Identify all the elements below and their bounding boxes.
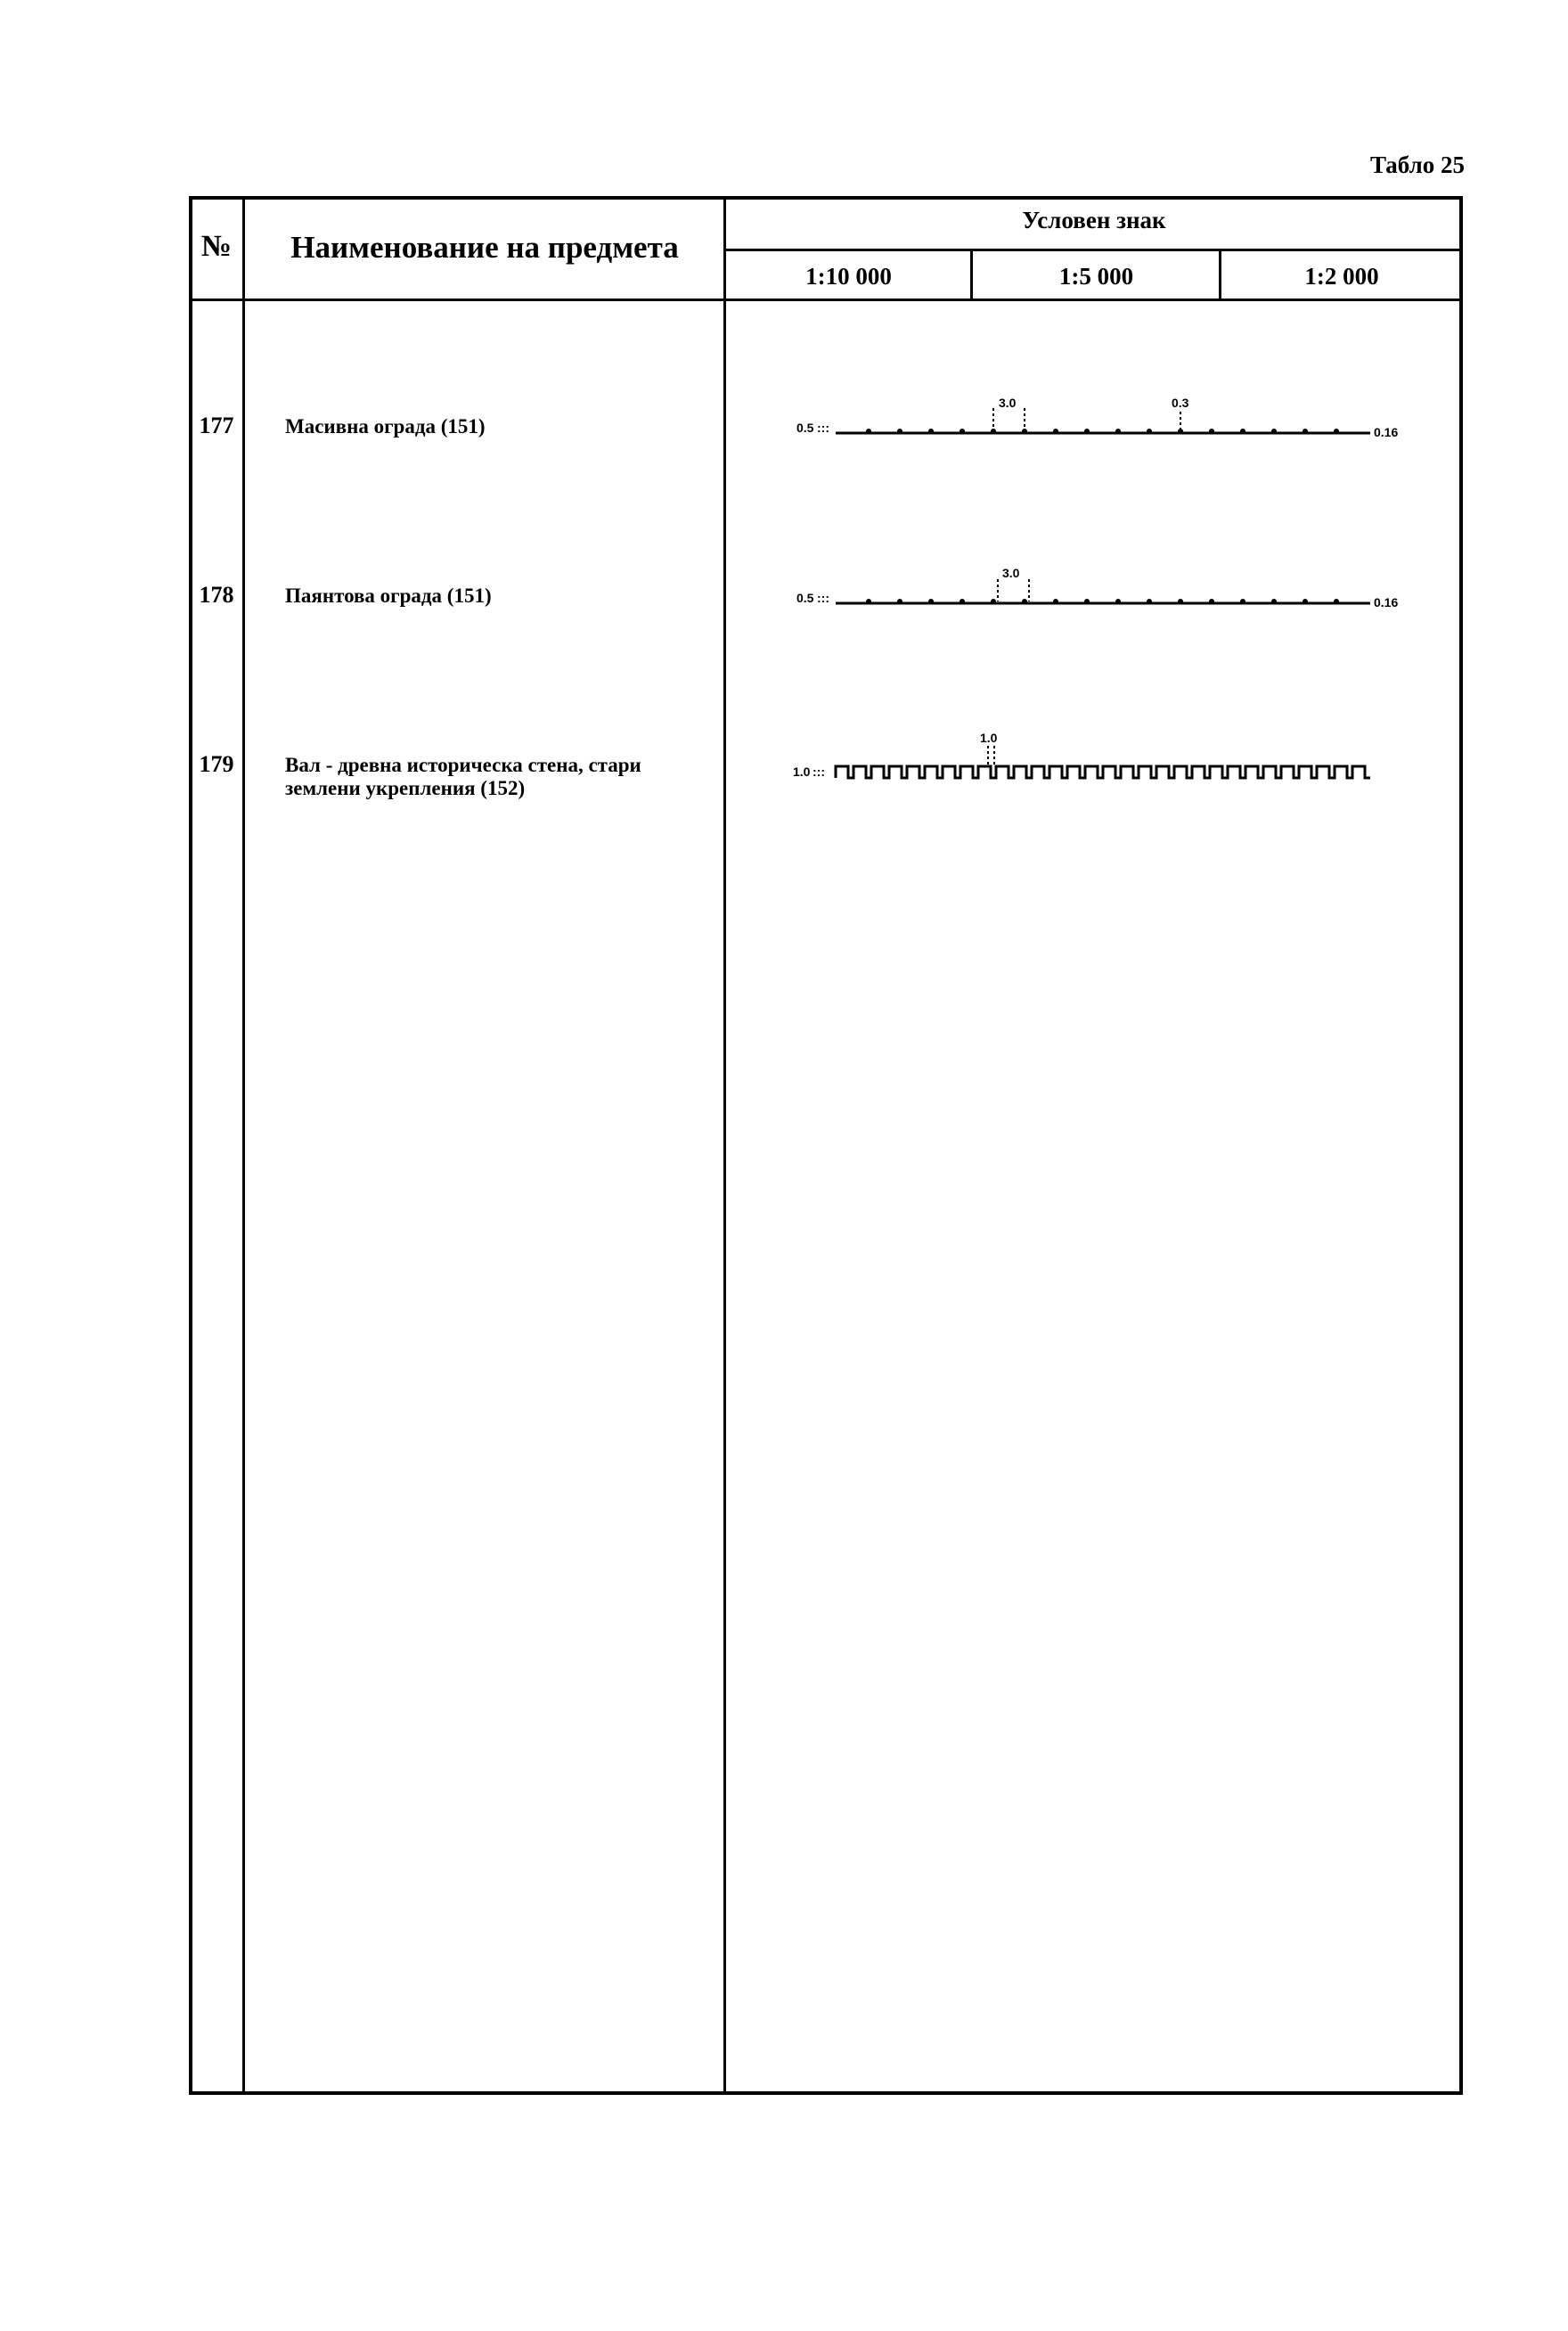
header-name: Наименование на предмета	[290, 230, 679, 265]
column-divider-number	[242, 196, 245, 2095]
header-scale-10000: 1:10 000	[805, 263, 892, 290]
row-179-number: 179	[199, 751, 234, 777]
row-178-right-label: 0.16	[1374, 595, 1399, 609]
row-177-left-label: 0.5	[796, 421, 814, 435]
row-179-top-label: 1.0	[980, 731, 998, 745]
row-177-name: Масивна ограда (151)	[285, 415, 486, 438]
header-scale-2000: 1:2 000	[1304, 263, 1379, 290]
row-179-left-dots: :::	[813, 765, 825, 779]
header-scale-5000: 1:5 000	[1058, 263, 1134, 290]
row-178-name: Паянтова ограда (151)	[285, 585, 492, 607]
row-177-right-label: 0.16	[1374, 425, 1399, 439]
row-178-left-label: 0.5	[796, 591, 814, 605]
row-179-name: Вал - древна историческа стена, стари землени укрепления (152)	[285, 754, 641, 799]
row-178-spacing-label: 3.0	[1002, 566, 1020, 580]
column-divider-name	[723, 196, 726, 2095]
header-bottom-border	[189, 299, 1463, 301]
row-177-tick-label: 0.3	[1172, 396, 1189, 410]
header-sign-divider	[725, 249, 1463, 251]
header-sign: Условен знак	[1022, 207, 1166, 233]
header-number: №	[200, 230, 233, 263]
row-179-left-label: 1.0	[793, 765, 811, 779]
table-label: Табло 25	[1369, 151, 1465, 178]
table-frame	[189, 196, 1463, 2095]
row-179-wall-wave	[836, 766, 1370, 778]
row-179-symbol	[784, 726, 1408, 780]
row-177-number: 177	[199, 413, 234, 438]
row-178-number: 178	[199, 582, 234, 608]
row-177-symbol	[784, 392, 1408, 446]
row-177-spacing-label: 3.0	[999, 396, 1017, 410]
row-177-left-dots: :::	[817, 421, 829, 435]
row-178-left-dots: :::	[817, 591, 829, 605]
row-178-symbol	[784, 561, 1408, 615]
